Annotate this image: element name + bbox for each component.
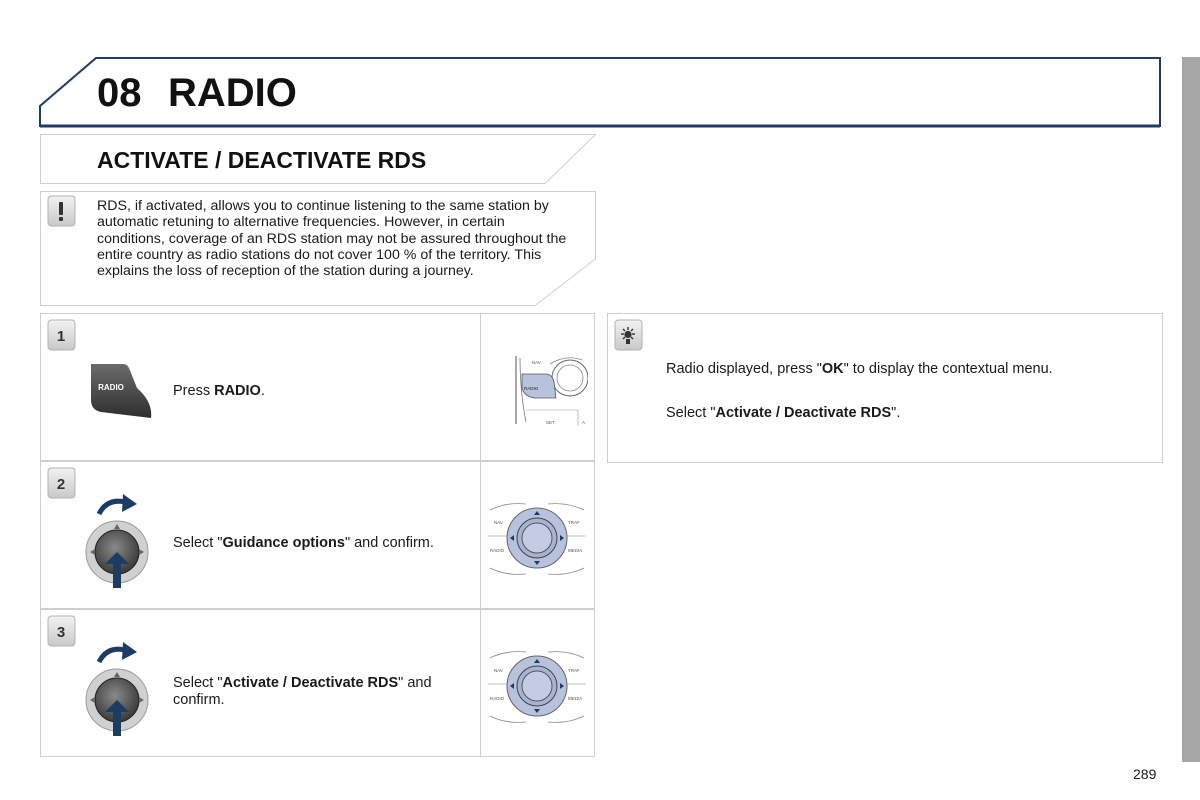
step-text-pre: Select " — [173, 535, 223, 551]
step-row-3 — [40, 609, 595, 757]
step-text-pre: Select " — [173, 675, 223, 691]
radio-panel-diagram — [486, 352, 588, 428]
tip-line-1 — [666, 361, 1053, 378]
diagram-traf-label: TRAF — [568, 520, 580, 525]
step-text-post: " and confirm. — [344, 535, 434, 551]
diagram-radio-label: RADIO — [524, 386, 539, 391]
tip-text-pre: Radio displayed, press " — [666, 361, 822, 377]
tip-text-bold: Activate / Deactivate RDS — [715, 405, 892, 421]
tip-text-bold: OK — [821, 361, 844, 377]
diagram-media-label: MEDIA — [568, 696, 583, 701]
light-bulb-icon — [613, 319, 643, 351]
step-text-bold: RADIO — [214, 383, 261, 399]
diagram-nav-label: NAV — [494, 520, 503, 525]
step-number-badge — [46, 615, 76, 647]
diagram-radio-label: RADIO — [490, 696, 505, 701]
diagram-nav-label: NAV — [494, 668, 503, 673]
step-number: 3 — [56, 624, 66, 641]
rotary-knob-turn-press-icon — [85, 492, 151, 590]
page-number: 289 — [1133, 766, 1157, 782]
step-text-post: . — [260, 383, 265, 399]
tip-text-pre: Select " — [666, 405, 716, 421]
step-divider — [480, 314, 481, 460]
control-dial-diagram — [486, 500, 588, 578]
step-1-text — [173, 383, 265, 400]
control-dial-diagram — [486, 648, 588, 726]
section-title: ACTIVATE / DEACTIVATE RDS — [97, 147, 427, 173]
radio-button-label: RADIO — [98, 383, 124, 392]
step-3-text — [173, 675, 432, 709]
step-text-bold: Guidance options — [222, 535, 345, 551]
tip-line-2 — [666, 405, 900, 422]
chapter-number: 08 — [97, 71, 142, 115]
diagram-a-label: A — [582, 420, 586, 425]
tip-text-post: ". — [891, 405, 901, 421]
tip-box — [607, 313, 1163, 463]
radio-button-icon — [87, 362, 157, 420]
diagram-traf-label: TRAF — [568, 668, 580, 673]
step-number-badge — [46, 467, 76, 499]
step-number: 1 — [56, 328, 66, 345]
step-2-text — [173, 535, 434, 552]
rotary-knob-turn-press-icon — [85, 640, 151, 738]
step-text-bold: Activate / Deactivate RDS — [222, 675, 399, 691]
step-text-pre: Press — [173, 383, 215, 399]
diagram-set-label: SET — [546, 420, 555, 425]
step-row-1 — [40, 313, 595, 461]
diagram-nav-label: NAV — [532, 360, 541, 365]
step-divider — [480, 610, 481, 756]
exclamation-icon — [46, 195, 76, 227]
tip-text-post: " to display the contextual menu. — [843, 361, 1053, 377]
step-text-post: " and — [398, 675, 432, 691]
chapter-side-tab — [1182, 57, 1200, 762]
step-divider — [480, 462, 481, 608]
diagram-radio-label: RADIO — [490, 548, 505, 553]
step-row-2 — [40, 461, 595, 609]
rds-warning-text: RDS, if activated, allows you to continue listening to the same station by automatic retuning to alternative frequencies. However, in certain conditions, coverage of an RDS station may not be assured throughout the entire country as radio stations do not cover 100 % of the territory. This explains the loss of reception of the station during a journey. — [97, 198, 567, 280]
step-text-continued: confirm. — [173, 692, 225, 708]
step-number: 2 — [56, 476, 66, 493]
step-number-badge — [46, 319, 76, 351]
diagram-media-label: MEDIA — [568, 548, 583, 553]
chapter-title: RADIO — [168, 71, 297, 115]
